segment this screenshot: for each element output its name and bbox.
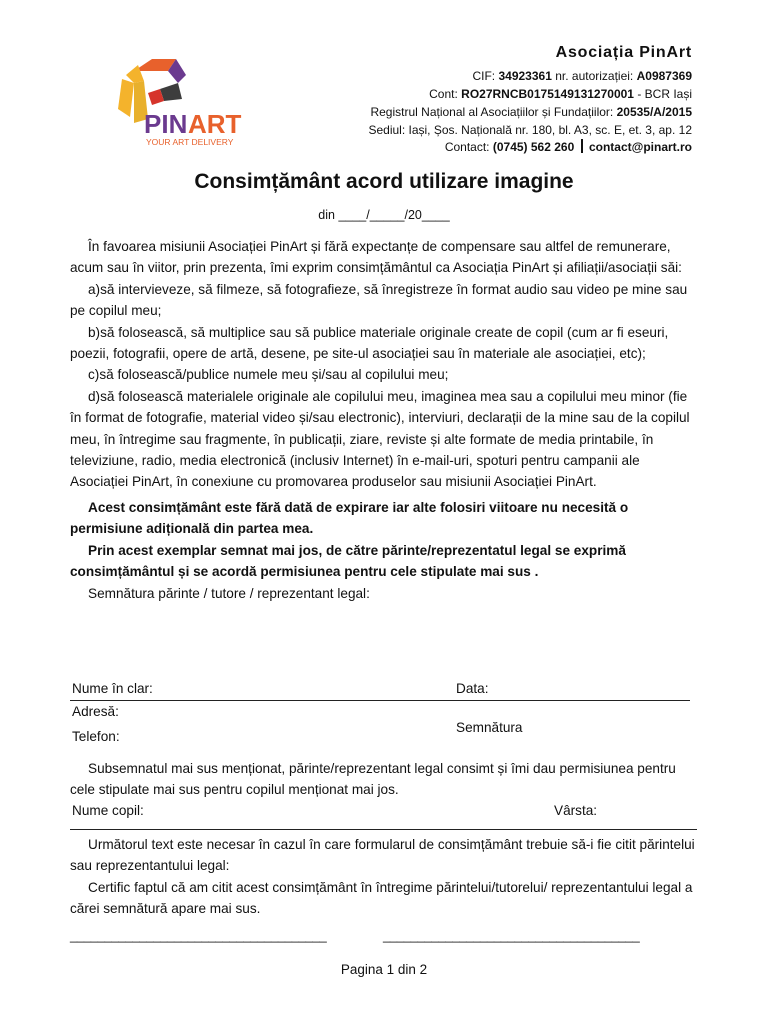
age-label: Vârsta: [554,803,598,818]
address-label: Adresă: [72,704,119,719]
signature-label: Semnătura [456,720,523,735]
pinart-logo [104,53,242,153]
cif-label: CIF: [472,69,496,83]
separator [581,139,583,153]
child-info-line[interactable] [70,829,697,830]
auth-value: A0987369 [636,69,692,83]
logo-tagline: YOUR ART DELIVERY [146,137,234,147]
reader-note: Următorul text este necesar în cazul în care formularul de consimțământ trebuie să-i fie citit părintelui sau reprezentantului legal: [70,837,695,874]
signature-blank-left[interactable]: _____________________________________ [70,928,327,943]
phone-value: (0745) 562 260 [492,140,575,154]
page-number: Pagina 1 din 2 [340,962,428,977]
svg-text:ART: ART [188,109,242,139]
item-b: b)să folosească, să multiplice sau să publice materiale originale create de copil (cum ar fi eseuri, poezii, fotografii, opere de artă, desene, pe site-ul asociației sau în materiale ale asociației, etc); [70,324,669,362]
certify-text: Certific faptul că am citit acest consimțământ în întregime părintelui/tutorelui/ reprezentantului legal a cărei semnătură apare mai sus. [70,879,693,917]
name-date-line[interactable] [70,700,690,701]
item-a: a)să intervieveze, să filmeze, să fotografieze, să înregistreze în format audio sau video pe mine sau pe copilul meu; [70,281,688,319]
cif-line [472,68,692,86]
name-label: Nume în clar: [72,681,153,696]
email-link[interactable]: contact@pinart.ro [588,140,692,154]
signature-blank-right[interactable]: _____________________________________ [383,928,640,943]
account-line [429,86,692,104]
registry-label: Registrul Național al Asociațiilor și Fundațiilor: [370,105,614,119]
contact-line [445,139,692,157]
document-title: Consimțământ acord utilizare imagine [194,170,574,193]
item-c: c)să folosească/publice numele meu și/sau al copilului meu; [88,367,449,383]
logo-graphic [104,53,242,153]
bold-statement-1: Acest consimțământ este fără dată de expirare iar alte folosiri viitoare nu necesită o permisiune adițională din partea mea. [70,499,629,537]
intro-paragraph: În favoarea misiunii Asociației PinArt și fără expectanțe de compensare sau altfel de remunerare, acum sau în viitor, prin prezenta, îmi exprim consimțământul ca Asociația PinArt și afiliații/asociații săi: [70,239,682,276]
account-bank: - BCR Iași [637,87,692,101]
registry-line [370,104,692,122]
date-line: din ____/_____/20____ [318,208,450,222]
svg-text:PIN: PIN [144,109,188,139]
registry-value: 20535/A/2015 [616,105,692,119]
child-name-label: Nume copil: [72,803,144,818]
document-body [70,236,700,604]
consent-text: Subsemnatul mai sus menționat, părinte/reprezentant legal consimt și îmi dau permisiunea pentru cele stipulate mai sus pentru copilul menționat mai jos. [70,761,676,798]
item-d: d)să folosească materialele originale ale copilului meu, imaginea mea sau a copilului meu minor (fie în format de fotografie, material video și/sau electronic), interviuri, declarații de la mine sau de la copilul meu, în întregime sau fragmente, în publicații, ziare, reviste și alte formate de media printabile, în televiziune, radio, media electronică (inclusiv Internet) în e-mail-uri, spoturi pentru campanii ale Asociației PinArt, în conexiune cu promovarea produselor sau misiunii Asociației PinArt. [70,388,690,490]
phone-label: Telefon: [72,729,120,744]
cif-value: 34923361 [498,69,552,83]
address-line: Sediul: Iași, Șos. Națională nr. 180, bl. A3, sc. E, et. 3, ap. 12 [368,123,692,137]
organization-name: Asociația PinArt [555,44,692,61]
reader-section [70,834,700,920]
date-label: Data: [456,681,489,696]
account-value: RO27RNCB0175149131270001 [461,87,634,101]
child-consent [70,758,700,801]
contact-label: Contact: [444,140,490,154]
signature-intro: Semnătura părinte / tutore / reprezentant legal: [88,585,370,601]
account-label: Cont: [429,87,458,101]
bold-statement-2: Prin acest exemplar semnat mai jos, de către părinte/reprezentatul legal se exprimă consimțământul și se acordă permisiunea pentru cele stipulate mai sus . [70,542,626,580]
auth-label: nr. autorizației: [555,69,634,83]
